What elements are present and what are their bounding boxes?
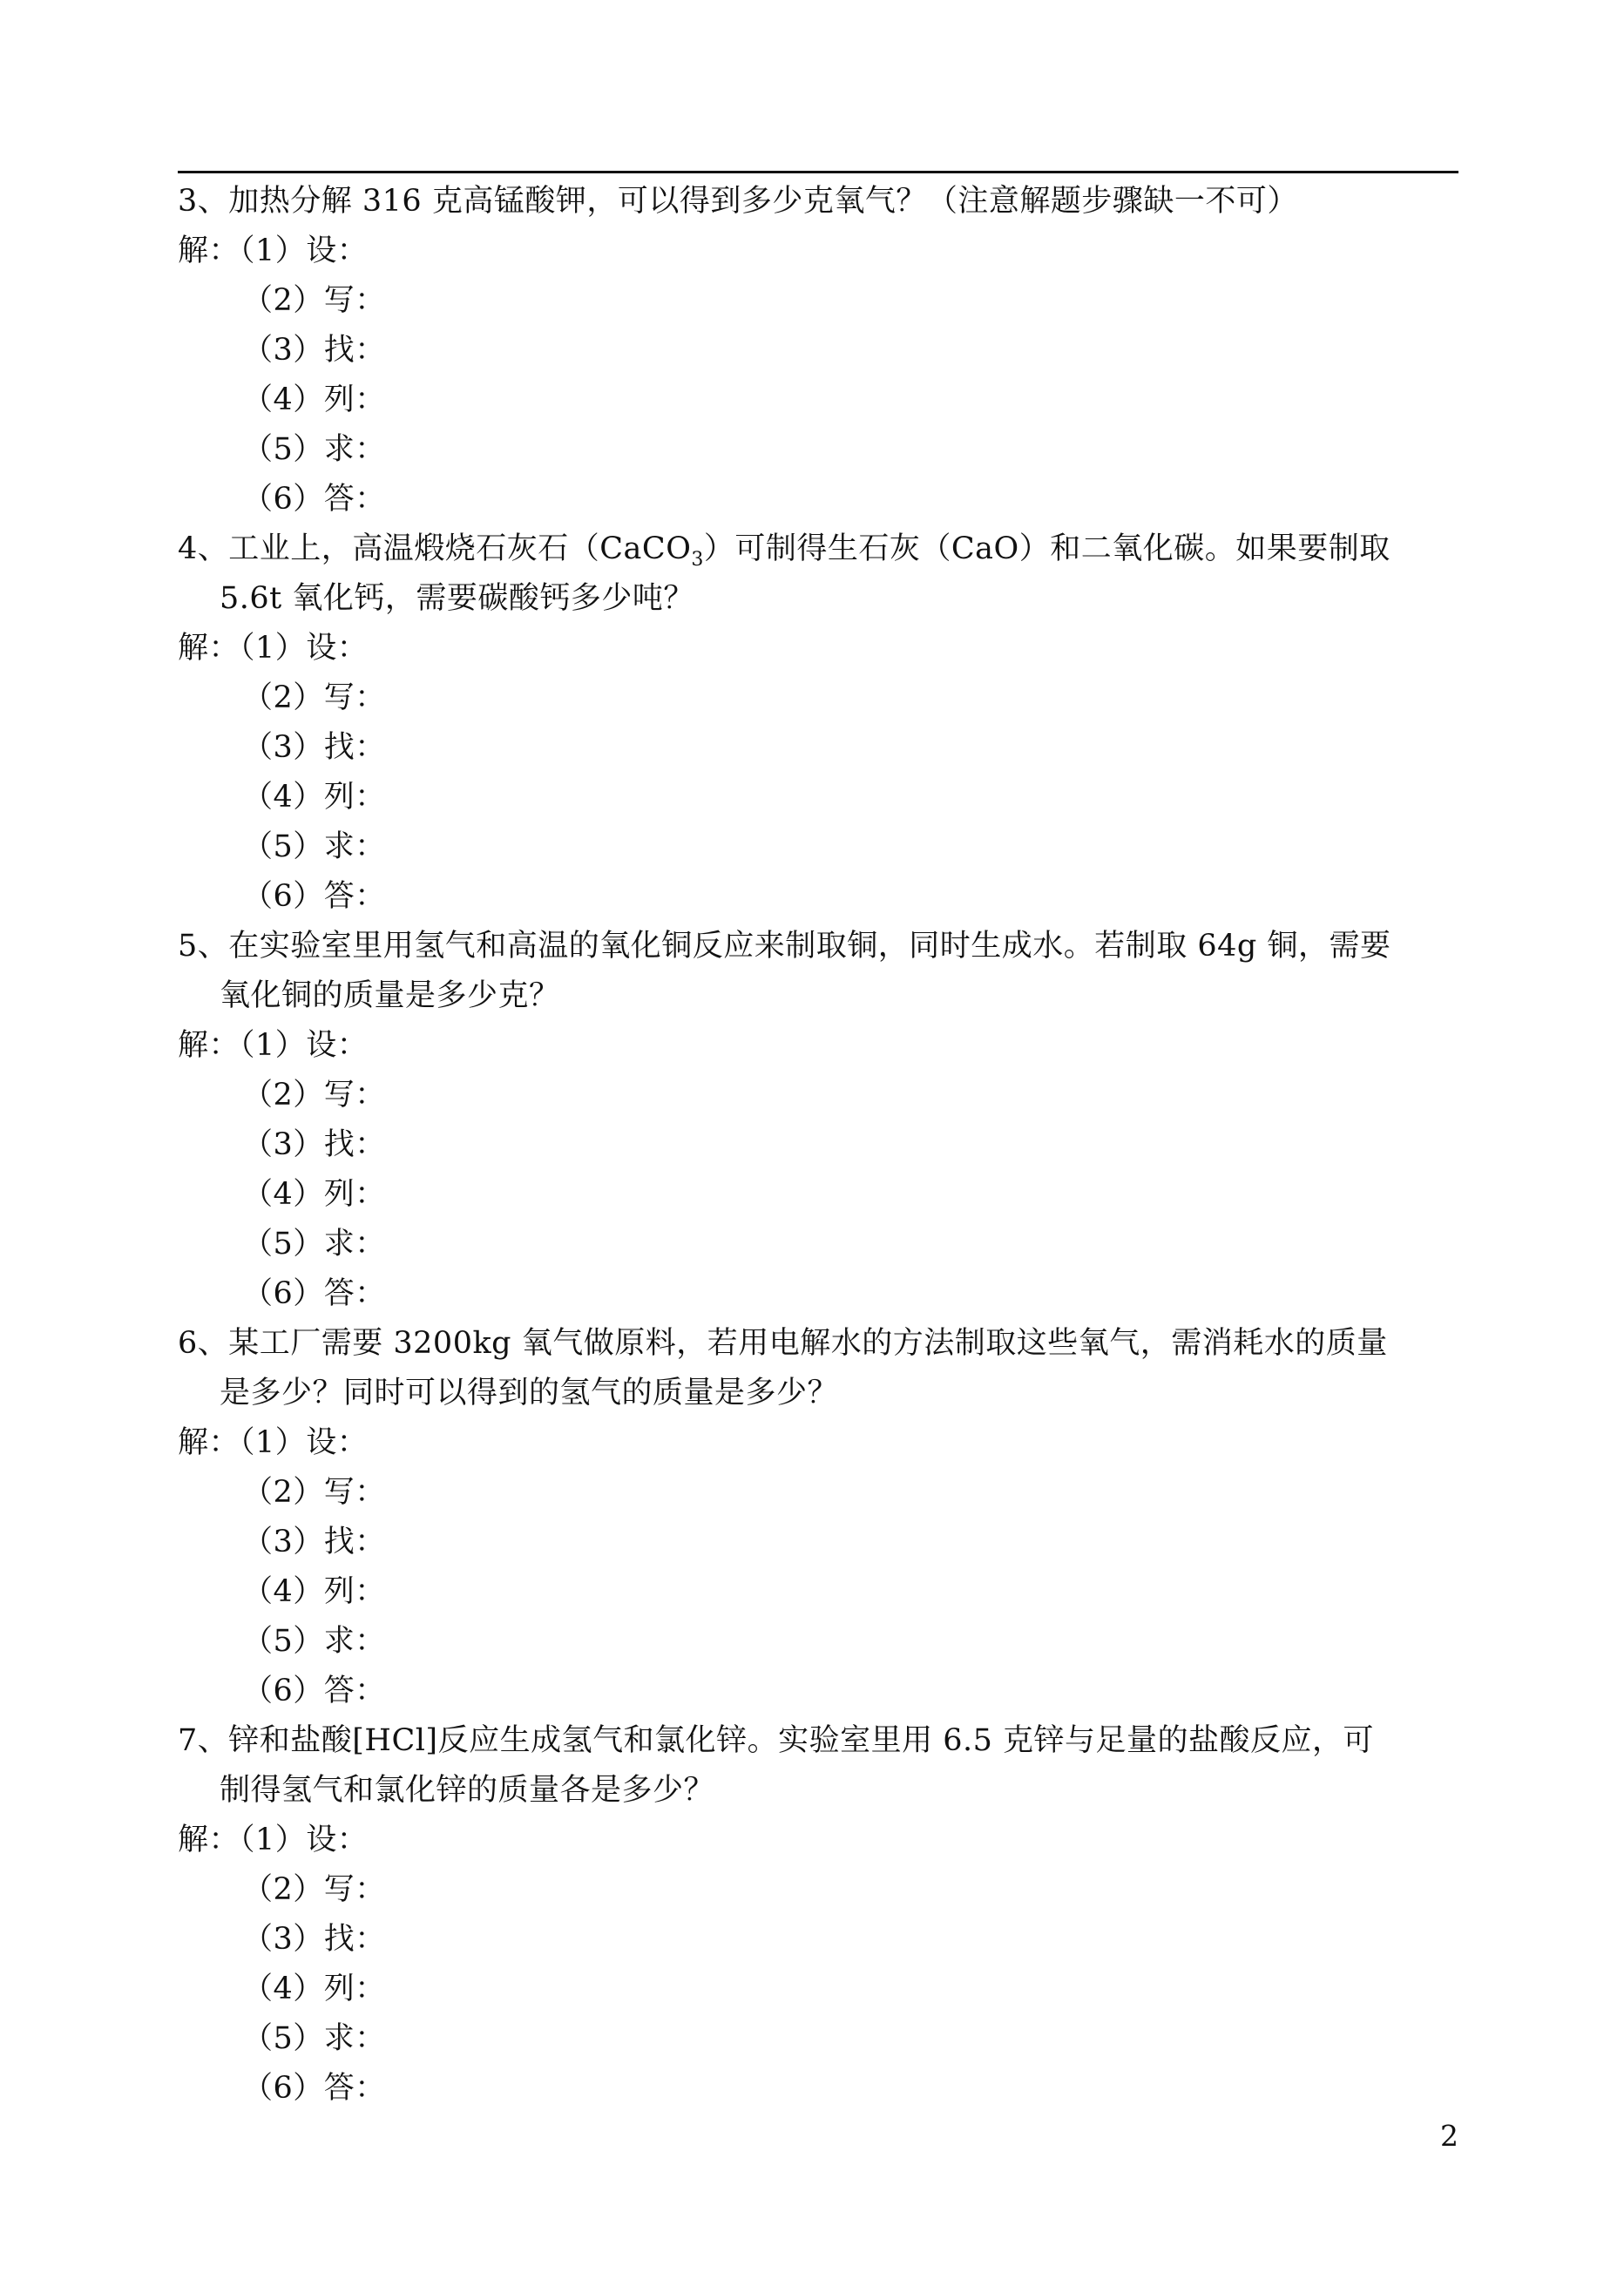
question-7-text-line-1: 7、锌和盐酸[HCl]反应生成氢气和氯化锌。实验室里用 6.5 克锌与足量的盐酸反应，可 [178, 1723, 1374, 1758]
question-3-text: 3、加热分解 316 克高锰酸钾，可以得到多少克氧气？（注意解题步骤缺一不可） [178, 184, 1298, 219]
step-2-write: （2）写： [242, 680, 386, 715]
step-5-solve: （5）求： [242, 432, 386, 467]
header-rule [178, 171, 1458, 173]
question-5-text-line-2: 氧化铜的质量是多少克？ [220, 978, 560, 1013]
question-5 [178, 922, 1458, 1319]
step-2-write: （2）写： [242, 1078, 386, 1113]
step-3-find: （3）找： [242, 1127, 386, 1162]
step-6-answer: （6）答： [242, 1276, 386, 1311]
step-4-list: （4）列： [242, 780, 386, 815]
step-6-answer: （6）答： [242, 2071, 386, 2106]
question-4 [178, 524, 1458, 922]
question-4-subscript: 3 [691, 549, 704, 571]
question-6 [178, 1319, 1458, 1716]
step-6-answer: （6）答： [242, 1674, 386, 1708]
step-6-answer: （6）答： [242, 482, 386, 517]
step-5-solve: （5）求： [242, 2021, 386, 2056]
question-6-text-line-2: 是多少？同时可以得到的氢气的质量是多少？ [220, 1376, 839, 1410]
step-5-solve: （5）求： [242, 1227, 386, 1261]
step-2-write: （2）写： [242, 1475, 386, 1510]
step-5-solve: （5）求： [242, 829, 386, 864]
step-4-list: （4）列： [242, 1972, 386, 2006]
step-1-set: 解：（1）设： [178, 631, 369, 666]
step-2-write: （2）写： [242, 1872, 386, 1907]
question-7-text-line-2: 制得氢气和氯化锌的质量各是多少？ [220, 1773, 715, 1808]
step-3-find: （3）找： [242, 333, 386, 368]
step-2-write: （2）写： [242, 283, 386, 318]
step-3-find: （3）找： [242, 1525, 386, 1559]
worksheet-content [178, 177, 1458, 2114]
question-4-text-line-1 [178, 524, 1458, 574]
question-5-text-line-1: 5、在实验室里用氢气和高温的氧化铜反应来制取铜，同时生成水。若制取 64g 铜，需要 [178, 929, 1391, 964]
page-number: 2 [1440, 2119, 1458, 2153]
step-3-find: （3）找： [242, 730, 386, 765]
step-1-set: 解：（1）设： [178, 1028, 369, 1063]
question-3 [178, 177, 1458, 524]
question-4-text-line-2: 5.6t 氧化钙，需要碳酸钙多少吨？ [220, 581, 694, 616]
step-1-set: 解：（1）设： [178, 233, 369, 268]
step-6-answer: （6）答： [242, 879, 386, 914]
step-3-find: （3）找： [242, 1922, 386, 1957]
step-1-set: 解：（1）设： [178, 1823, 369, 1857]
step-5-solve: （5）求： [242, 1624, 386, 1659]
step-4-list: （4）列： [242, 382, 386, 417]
question-7 [178, 1716, 1458, 2114]
step-4-list: （4）列： [242, 1177, 386, 1212]
question-4-text-pre: 4、工业上，高温煅烧石灰石（CaCO [178, 531, 692, 566]
step-4-list: （4）列： [242, 1574, 386, 1609]
step-1-set: 解：（1）设： [178, 1425, 369, 1460]
question-6-text-line-1: 6、某工厂需要 3200kg 氧气做原料，若用电解水的方法制取这些氧气，需消耗水的质量 [178, 1326, 1388, 1361]
question-4-text-post: ）可制得生石灰（CaO）和二氧化碳。如果要制取 [703, 531, 1391, 566]
